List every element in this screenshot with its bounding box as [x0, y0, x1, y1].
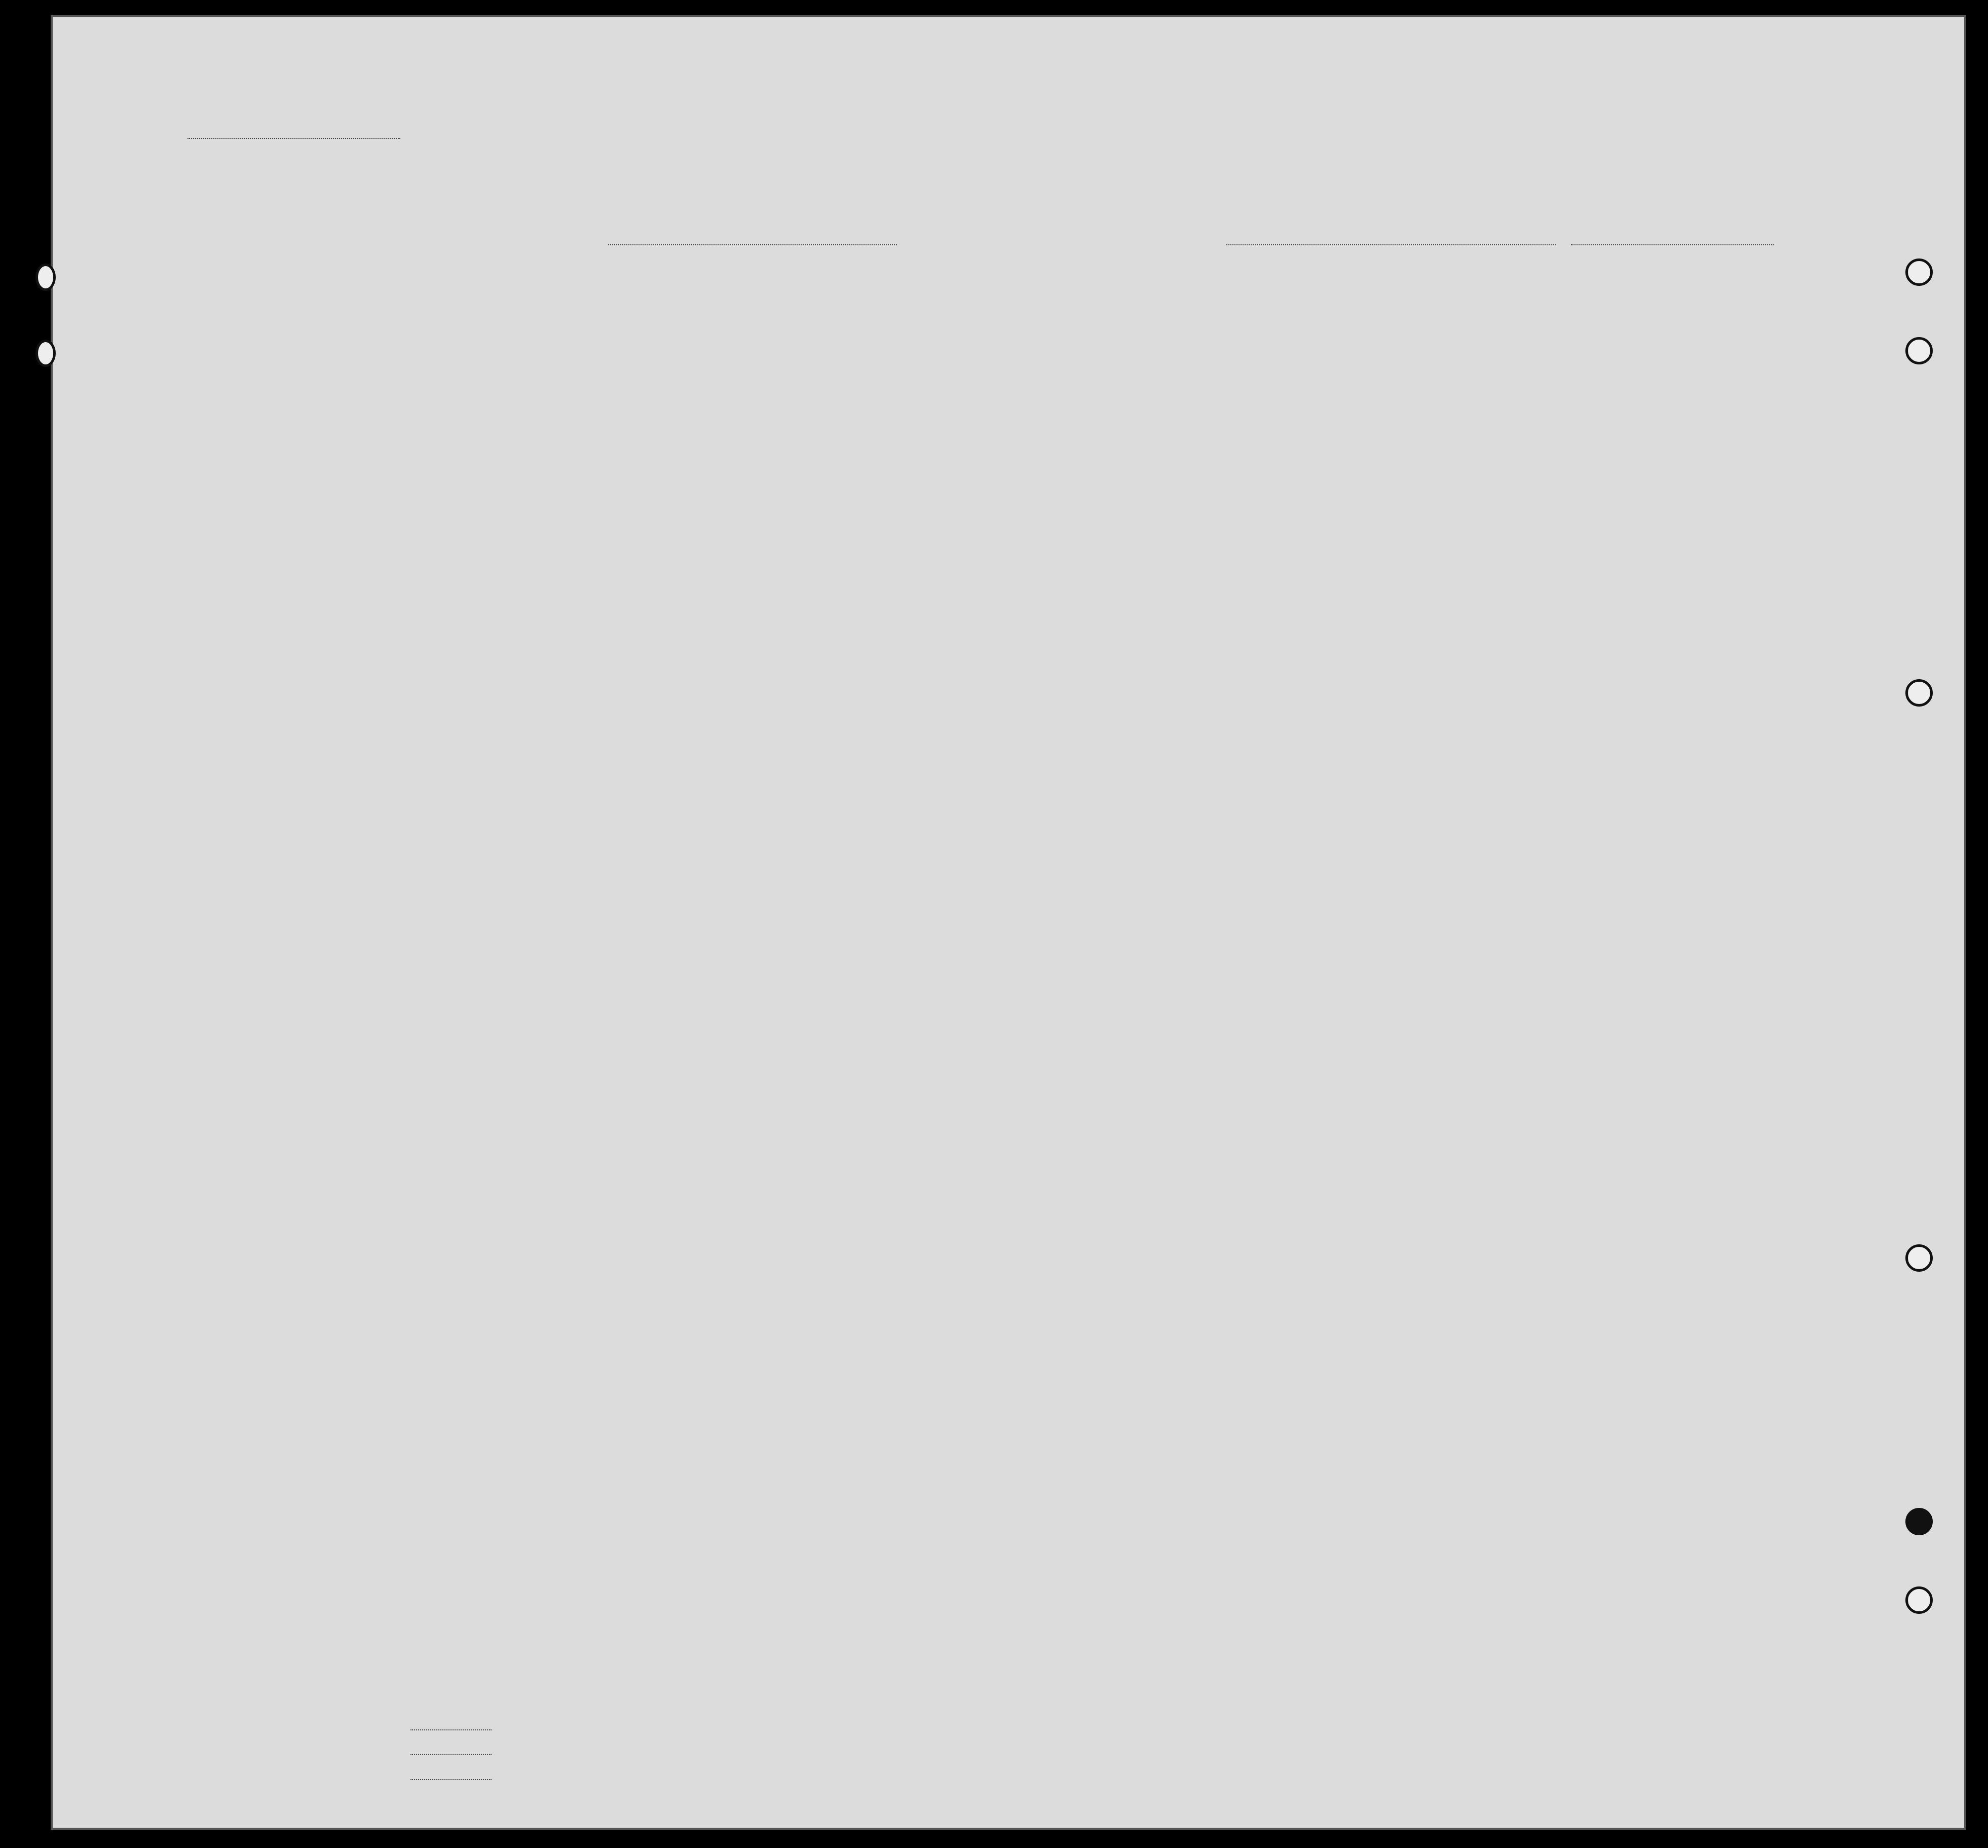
us-citizens-field[interactable]	[410, 1754, 492, 1755]
total-passengers-field[interactable]	[410, 1729, 492, 1730]
aliens-field[interactable]	[410, 1779, 492, 1780]
